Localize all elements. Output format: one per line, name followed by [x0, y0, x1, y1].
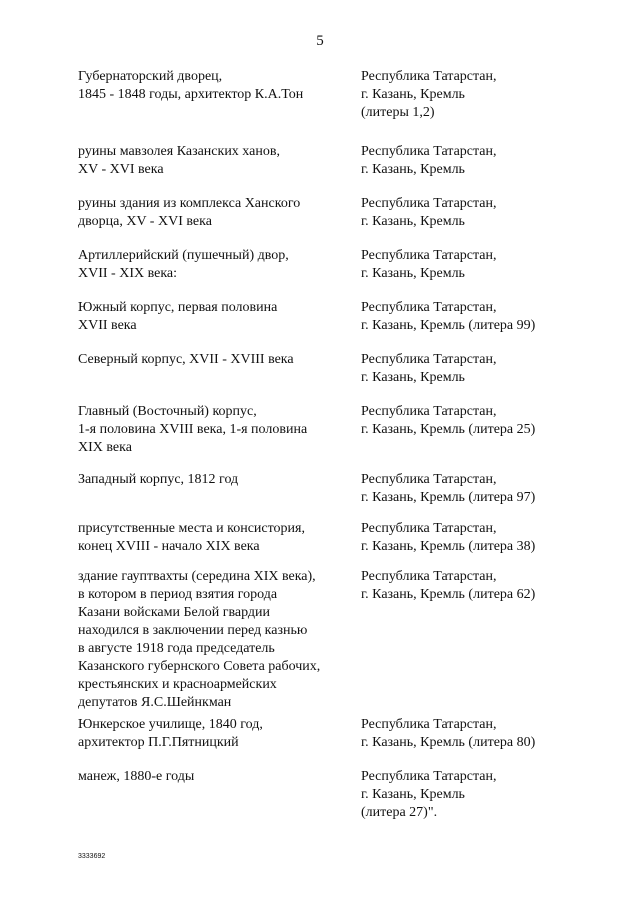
monument-address-line: Республика Татарстан, [361, 569, 497, 584]
monument-name-line: Северный корпус, XVII - XVIII века [78, 352, 294, 367]
monument-name-line: руины здания из комплекса Ханского [78, 196, 301, 211]
monument-address-line: г. Казань, Кремль [361, 87, 465, 102]
monument-address-line: (литера 27)". [361, 805, 438, 820]
monument-address-line: Республика Татарстан, [361, 352, 497, 367]
monument-name-line: архитектор П.Г.Пятницкий [78, 735, 239, 750]
monument-name [78, 247, 348, 283]
monument-name [78, 471, 348, 489]
monument-address [361, 68, 611, 122]
monument-name [78, 68, 348, 104]
monument-address-line: Республика Татарстан, [361, 717, 497, 732]
monument-name [78, 143, 348, 179]
monument-address [361, 768, 611, 822]
monument-address-line: Республика Татарстан, [361, 144, 497, 159]
monument-name-line: Губернаторский дворец, [78, 69, 223, 84]
monument-address-line: г. Казань, Кремль [361, 162, 465, 177]
monument-name [78, 195, 348, 231]
monument-name-line: в августе 1918 года председатель [78, 641, 275, 656]
monument-address-line: (литеры 1,2) [361, 105, 435, 120]
monument-name-line: Казани войсками Белой гвардии [78, 605, 271, 620]
page-number: 5 [316, 33, 324, 49]
monument-address-line: Республика Татарстан, [361, 196, 497, 211]
monument-address-line: Республика Татарстан, [361, 300, 497, 315]
monument-name-line: Казанского губернского Совета рабочих, [78, 659, 321, 674]
monument-name-line: депутатов Я.С.Шейнкман [78, 695, 232, 710]
monument-name-line: XVII века [78, 318, 137, 333]
monument-name [78, 520, 348, 556]
monument-name-line: Главный (Восточный) корпус, [78, 404, 257, 419]
monument-address [361, 143, 611, 179]
monument-address-line: Республика Татарстан, [361, 404, 497, 419]
monument-name-line: руины мавзолея Казанских ханов, [78, 144, 280, 159]
monument-name-line: конец XVIII - начало XIX века [78, 539, 260, 554]
monument-name [78, 716, 348, 752]
monument-address-line: Республика Татарстан, [361, 521, 497, 536]
monument-address [361, 520, 611, 556]
monument-name-line: XIX века [78, 440, 132, 455]
monument-address-line: г. Казань, Кремль [361, 370, 465, 385]
monument-address-line: Республика Татарстан, [361, 472, 497, 487]
monument-address [361, 247, 611, 283]
monument-name [78, 351, 348, 369]
monument-address [361, 299, 611, 335]
monument-address [361, 195, 611, 231]
monument-name-line: присутственные места и консистория, [78, 521, 305, 536]
monument-address [361, 351, 611, 387]
monument-name-line: Юнкерское училище, 1840 год, [78, 717, 263, 732]
monument-address-line: г. Казань, Кремль (литера 99) [361, 318, 536, 333]
monument-address-line: г. Казань, Кремль (литера 80) [361, 735, 536, 750]
monument-name-line: Западный корпус, 1812 год [78, 472, 239, 487]
monument-name-line: дворца, XV - XVI века [78, 214, 212, 229]
monument-address-line: Республика Татарстан, [361, 69, 497, 84]
monument-name-line: крестьянских и красноармейских [78, 677, 277, 692]
monument-name [78, 299, 348, 335]
monument-name [78, 403, 348, 457]
monument-name [78, 768, 348, 786]
monument-address [361, 716, 611, 752]
monument-name-line: 1845 - 1848 годы, архитектор К.А.Тон [78, 87, 304, 102]
monument-name-line: Артиллерийский (пушечный) двор, [78, 248, 289, 263]
monument-address-line: г. Казань, Кремль [361, 266, 465, 281]
monument-name-line: Южный корпус, первая половина [78, 300, 278, 315]
monument-address [361, 403, 611, 439]
monument-name-line: 1-я половина XVIII века, 1-я половина [78, 422, 308, 437]
monument-address-line: г. Казань, Кремль (литера 97) [361, 490, 536, 505]
monument-address-line: г. Казань, Кремль [361, 787, 465, 802]
monument-name-line: в котором в период взятия города [78, 587, 278, 602]
monument-name-line: манеж, 1880-е годы [78, 769, 195, 784]
monument-address-line: г. Казань, Кремль [361, 214, 465, 229]
monument-address-line: Республика Татарстан, [361, 769, 497, 784]
monument-name-line: здание гауптвахты (середина XIX века), [78, 569, 316, 584]
monument-address-line: г. Казань, Кремль (литера 62) [361, 587, 536, 602]
document-id: 3333692 [78, 853, 106, 860]
monument-address-line: г. Казань, Кремль (литера 38) [361, 539, 536, 554]
monument-name-line: находился в заключении перед казнью [78, 623, 308, 638]
monument-name [78, 568, 348, 712]
monument-address [361, 568, 611, 604]
monument-address [361, 471, 611, 507]
monument-address-line: Республика Татарстан, [361, 248, 497, 263]
monument-name-line: XVII - XIX века: [78, 266, 178, 281]
monument-name-line: XV - XVI века [78, 162, 164, 177]
monument-address-line: г. Казань, Кремль (литера 25) [361, 422, 536, 437]
